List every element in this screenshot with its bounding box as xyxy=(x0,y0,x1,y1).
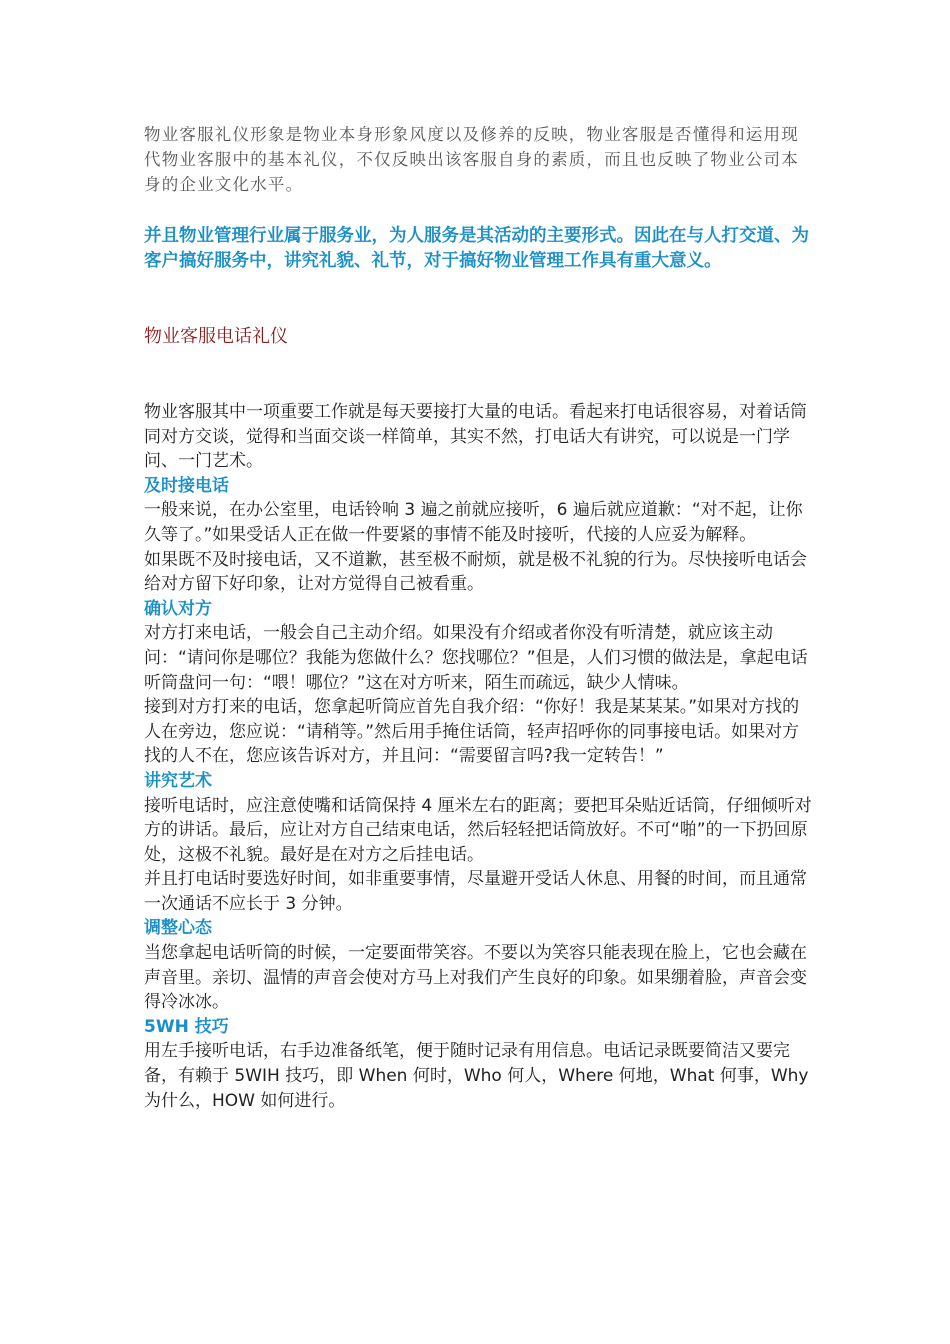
subheading-5wh: 5WH 技巧 xyxy=(144,1016,229,1037)
subheading-art: 讲究艺术 xyxy=(144,770,212,791)
paragraph: 一般来说，在办公室里，电话铃响 3 遍之前就应接听，6 遍后就应道歉：“对不起，让你久等了。”如果受话人正在做一件要紧的事情不能及时接听，代接的人应妥为解释。 xyxy=(144,500,803,545)
body-section xyxy=(144,400,814,1113)
paragraph: 如果既不及时接电话，又不道歉，甚至极不耐烦，就是极不礼貌的行为。尽快接听电话会给对方留下好印象，让对方觉得自己被看重。 xyxy=(144,549,807,595)
subheading-answer-promptly: 及时接电话 xyxy=(144,475,229,496)
emphasis-paragraph: 并且物业管理行业属于服务业，为人服务是其活动的主要形式。因此在与人打交道、为客户搞好服务中，讲究礼貌、礼节，对于搞好物业管理工作具有重大意义。 xyxy=(144,226,809,271)
lead-paragraph: 物业客服其中一项重要工作就是每天要接打大量的电话。看起来打电话很容易，对着话筒同对方交谈，觉得和当面交谈一样简单，其实不然，打电话大有讲究，可以说是一门学问、一门艺术。 xyxy=(144,402,807,472)
paragraph: 接听电话时，应注意使嘴和话筒保持 4 厘米左右的距离；要把耳朵贴近话筒，仔细倾听对方的讲话。最后，应让对方自己结束电话，然后轻轻把话筒放好。不可“啪”的一下扔回原处，这极不礼貌。最好是在对方之后挂电话。 xyxy=(144,795,812,865)
document-page xyxy=(144,122,814,1113)
paragraph: 当您拿起电话听筒的时候，一定要面带笑容。不要以为笑容只能表现在脸上，它也会藏在声音里。亲切、温情的声音会使对方马上对我们产生良好的印象。如果绷着脸，声音会变得冷冰冰。 xyxy=(144,943,807,1013)
intro-paragraph: 物业客服礼仪形象是物业本身形象风度以及修养的反映，物业客服是否懂得和运用现代物业客服中的基本礼仪，不仅反映出该客服自身的素质，而且也反映了物业公司本身的企业文化水平。 xyxy=(144,125,799,194)
paragraph: 接到对方打来的电话，您拿起听筒应首先自我介绍：“你好！我是某某某。”如果对方找的人在旁边，您应说：“请稍等。”然后用手掩住话筒，轻声招呼你的同事接电话。如果对方找的人不在，您应该告诉对方，并且问：“需要留言吗?我一定转告！” xyxy=(144,697,800,767)
subheading-confirm-caller: 确认对方 xyxy=(144,598,212,619)
paragraph: 并且打电话时要选好时间，如非重要事情，尽量避开受话人休息、用餐的时间，而且通常一次通话不应长于 3 分钟。 xyxy=(144,869,807,914)
paragraph: 对方打来电话，一般会自己主动介绍。如果没有介绍或者你没有听清楚，就应该主动问：“请问你是哪位？我能为您做什么？您找哪位？”但是，人们习惯的做法是，拿起电话听筒盘问一句：“喂！哪位？”这在对方听来，陌生而疏远，缺少人情味。 xyxy=(144,623,808,693)
subheading-attitude: 调整心态 xyxy=(144,918,212,939)
section-title: 物业客服电话礼仪 xyxy=(144,326,288,347)
paragraph: 用左手接听电话，右手边准备纸笔，便于随时记录有用信息。电话记录既要简洁又要完备，有赖于 5WIH 技巧，即 When 何时，Who 何人，Where 何地，What 何事，Why 为什么，HOW 如何进行。 xyxy=(144,1041,809,1111)
